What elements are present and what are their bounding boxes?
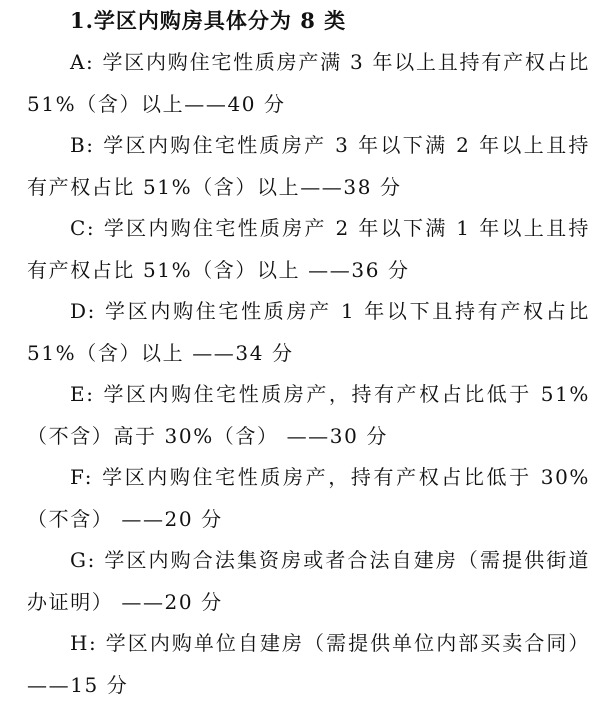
category-e-paragraph: E: 学区内购住宅性质房产，持有产权占比低于 51%（不含）高于 30%（含） ——30 分 [27,382,590,448]
section-heading: 1.学区内购房具体分为 8 类 [70,8,347,33]
category-f-paragraph: F: 学区内购住宅性质房产，持有产权占比低于 30%（不含） ——20 分 [27,465,590,531]
category-b-paragraph: B: 学区内购住宅性质房产 3 年以下满 2 年以上且持有产权占比 51%（含）以上——38 分 [27,133,590,199]
category-d-paragraph: D: 学区内购住宅性质房产 1 年以下且持有产权占比 51%（含）以上 ——34 分 [27,299,590,365]
category-h-paragraph: H: 学区内购单位自建房（需提供单位内部买卖合同）——15 分 [27,631,590,697]
category-c-paragraph: C: 学区内购住宅性质房产 2 年以下满 1 年以上且持有产权占比 51%（含）以上 ——36 分 [27,216,590,282]
category-g-paragraph: G: 学区内购合法集资房或者合法自建房（需提供街道办证明） ——20 分 [27,548,590,614]
category-a-paragraph: A: 学区内购住宅性质房产满 3 年以上且持有产权占比 51%（含）以上——40 分 [27,50,590,116]
